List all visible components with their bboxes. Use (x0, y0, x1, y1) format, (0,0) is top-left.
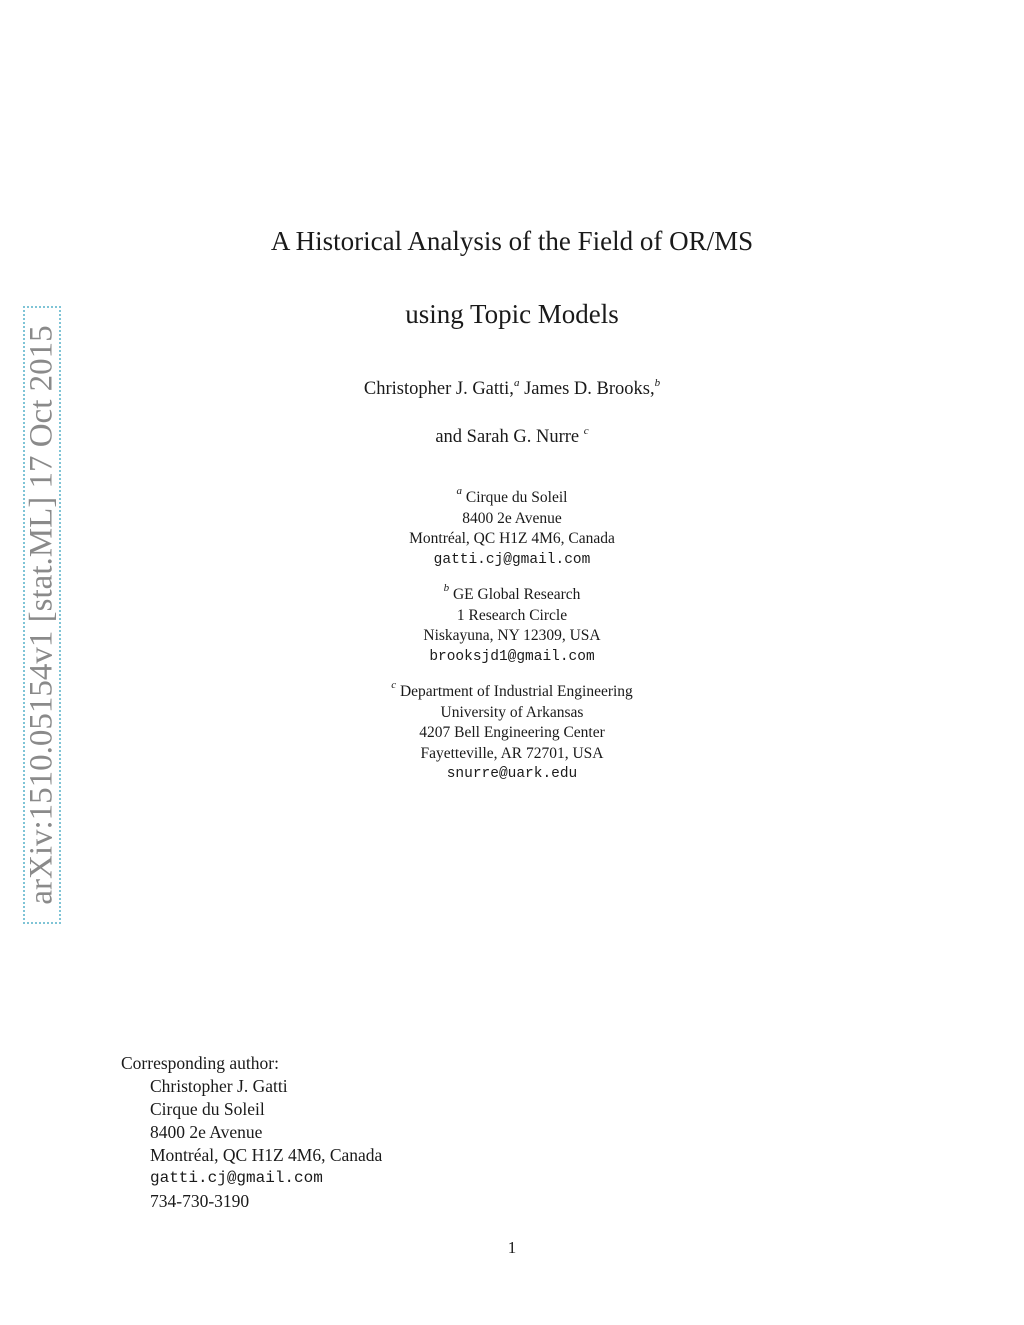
corresponding-heading: Corresponding author: (121, 1053, 279, 1073)
affiliation-line: Department of Industrial Engineering (399, 683, 633, 700)
affiliation-email: gatti.cj@gmail.com (433, 551, 591, 568)
arxiv-identifier: arXiv:1510.05154v1 [stat.ML] 17 Oct 2015 (23, 325, 60, 905)
affiliation-email: snurre@uark.edu (446, 765, 578, 782)
affiliation-a (0, 485, 1024, 570)
affiliation-c (0, 679, 1024, 784)
affiliation-line: 8400 2e Avenue (462, 510, 562, 528)
affiliation-email: brooksjd1@gmail.com (429, 648, 595, 665)
corresponding-city: Montréal, QC H1Z 4M6, Canada (150, 1145, 383, 1165)
corresponding-author-block (121, 1052, 382, 1213)
affiliation-line: Niskayuna, NY 12309, USA (423, 627, 601, 645)
affiliation-line: GE Global Research (452, 586, 581, 603)
affiliation-mark: c (391, 679, 397, 691)
affiliation-line: 4207 Bell Engineering Center (419, 724, 605, 742)
affiliation-mark: a (513, 377, 520, 389)
paper-title-line-1: A Historical Analysis of the Field of OR/MS (270, 226, 754, 256)
affiliation-mark: b (654, 377, 661, 389)
affiliation-mark: a (456, 485, 462, 497)
author-list-line-2 (0, 426, 1024, 450)
corresponding-org: Cirque du Soleil (150, 1099, 265, 1119)
affiliation-line: University of Arkansas (440, 704, 584, 722)
corresponding-email: gatti.cj@gmail.com (150, 1169, 323, 1187)
corresponding-phone: 734-730-3190 (150, 1191, 250, 1211)
affiliation-mark: c (583, 425, 589, 437)
author-name: James D. Brooks, (524, 379, 655, 399)
affiliation-mark: b (443, 582, 450, 594)
affiliation-line: 1 Research Circle (456, 607, 568, 625)
page-number: 1 (507, 1238, 517, 1257)
author-list-line-1 (0, 378, 1024, 402)
affiliation-line: Cirque du Soleil (465, 489, 568, 506)
corresponding-street: 8400 2e Avenue (150, 1122, 263, 1142)
corresponding-name: Christopher J. Gatti (150, 1076, 288, 1096)
paper-title-line-2: using Topic Models (405, 299, 619, 329)
author-name: and Sarah G. Nurre (435, 427, 580, 447)
author-name: Christopher J. Gatti, (363, 379, 514, 399)
affiliation-line: Fayetteville, AR 72701, USA (420, 744, 604, 762)
affiliation-b (0, 582, 1024, 667)
affiliation-line: Montréal, QC H1Z 4M6, Canada (409, 530, 615, 548)
